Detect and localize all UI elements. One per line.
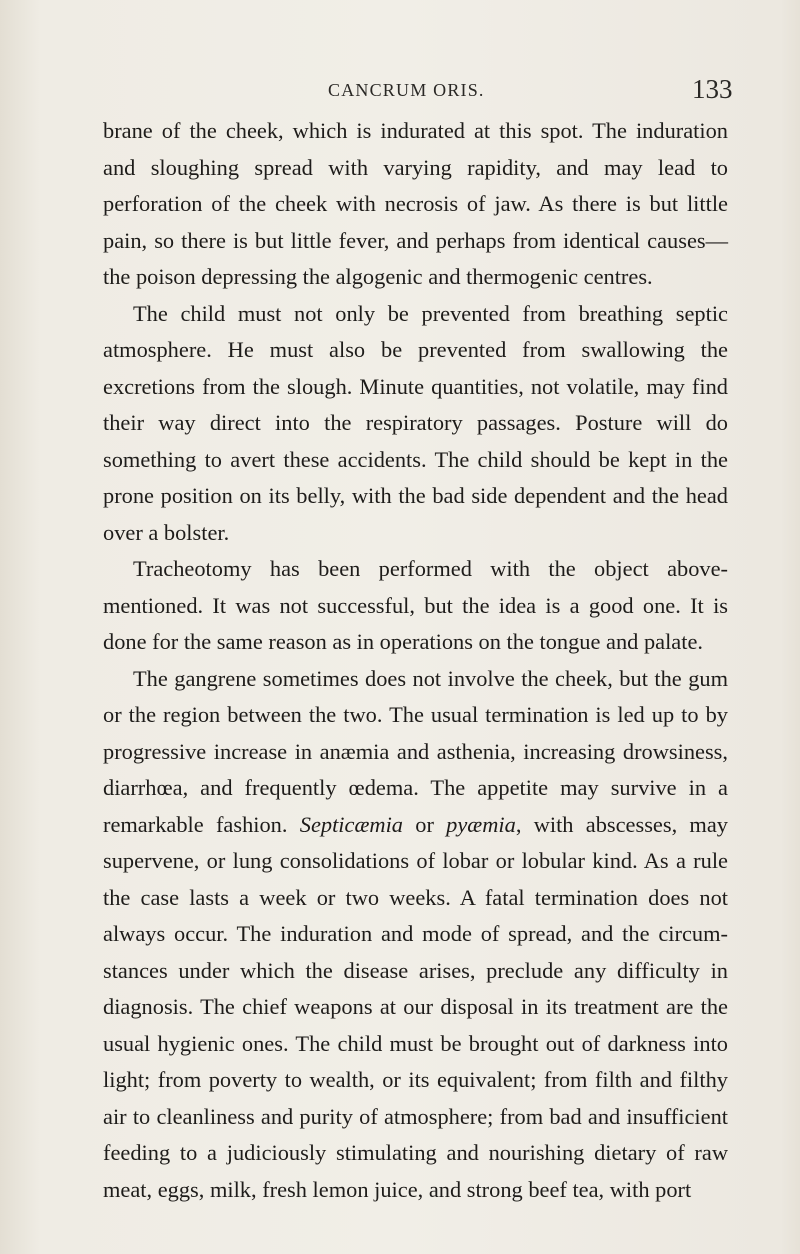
italic-term-pyaemia: pyæmia <box>446 811 516 837</box>
text-segment: , with abscesses, may supervene, or lung consolidations of lobar or lobular kind. As a rule the case lasts a week or two weeks. A fatal termination does not always occur. The induration and mode of spread, and the circumstances under which the disease arises, preclude any difficulty in diagnosis. The chief weapons at our disposal in its treatment are the usual hygienic ones. The child must be brought out of darkness into light; from poverty to wealth, or its equivalent; from filth and filthy air to cleanliness and purity of atmosphere; from bad and insufficient feeding to a judiciously stimulating and nourishing dietary of raw meat, eggs, milk, fresh lemon juice, and strong beef tea, with port <box>103 811 728 1202</box>
page-number: 133 <box>692 74 733 104</box>
text-segment: The gangrene sometimes does not involve the cheek, but the gum or the region between the two. The usual termination is led up to by progressive increase in anæmia and asthenia, increasing drowsiness, diarrhœa, and frequently œdema. The appetite may survive in a remarkable fashion. <box>103 665 728 837</box>
body-text <box>103 113 728 1208</box>
paragraph-continuation: brane of the cheek, which is indurated at this spot. The induration and sloughing spread with varying rapidity, and may lead to perforation of the cheek with necrosis of jaw. As there is but little pain, so there is but little fever, and perhaps from identical causes—the poison depressing the algogenic and thermogenic centres. <box>103 118 728 289</box>
page-header <box>0 74 800 114</box>
italic-term-septicaemia: Septicæmia <box>299 811 403 837</box>
running-head: CANCRUM ORIS. <box>328 80 485 100</box>
paragraph-tracheotomy: Tracheotomy has been performed with the object above-mentioned. It was not successful, but the idea is a good one. It is done for the same reason as in operations on the tongue and palate. <box>103 556 728 654</box>
paragraph-course-and-treatment <box>103 661 728 1209</box>
paragraph-prevention: The child must not only be prevented from breathing septic atmosphere. He must also be prevented from swallowing the excretions from the slough. Minute quantities, not volatile, may find their way direct into the respiratory passages. Posture will do something to avert these accidents. The child should be kept in the prone position on its belly, with the bad side dependent and the head over a bolster. <box>103 300 728 545</box>
text-segment: or <box>402 811 447 837</box>
